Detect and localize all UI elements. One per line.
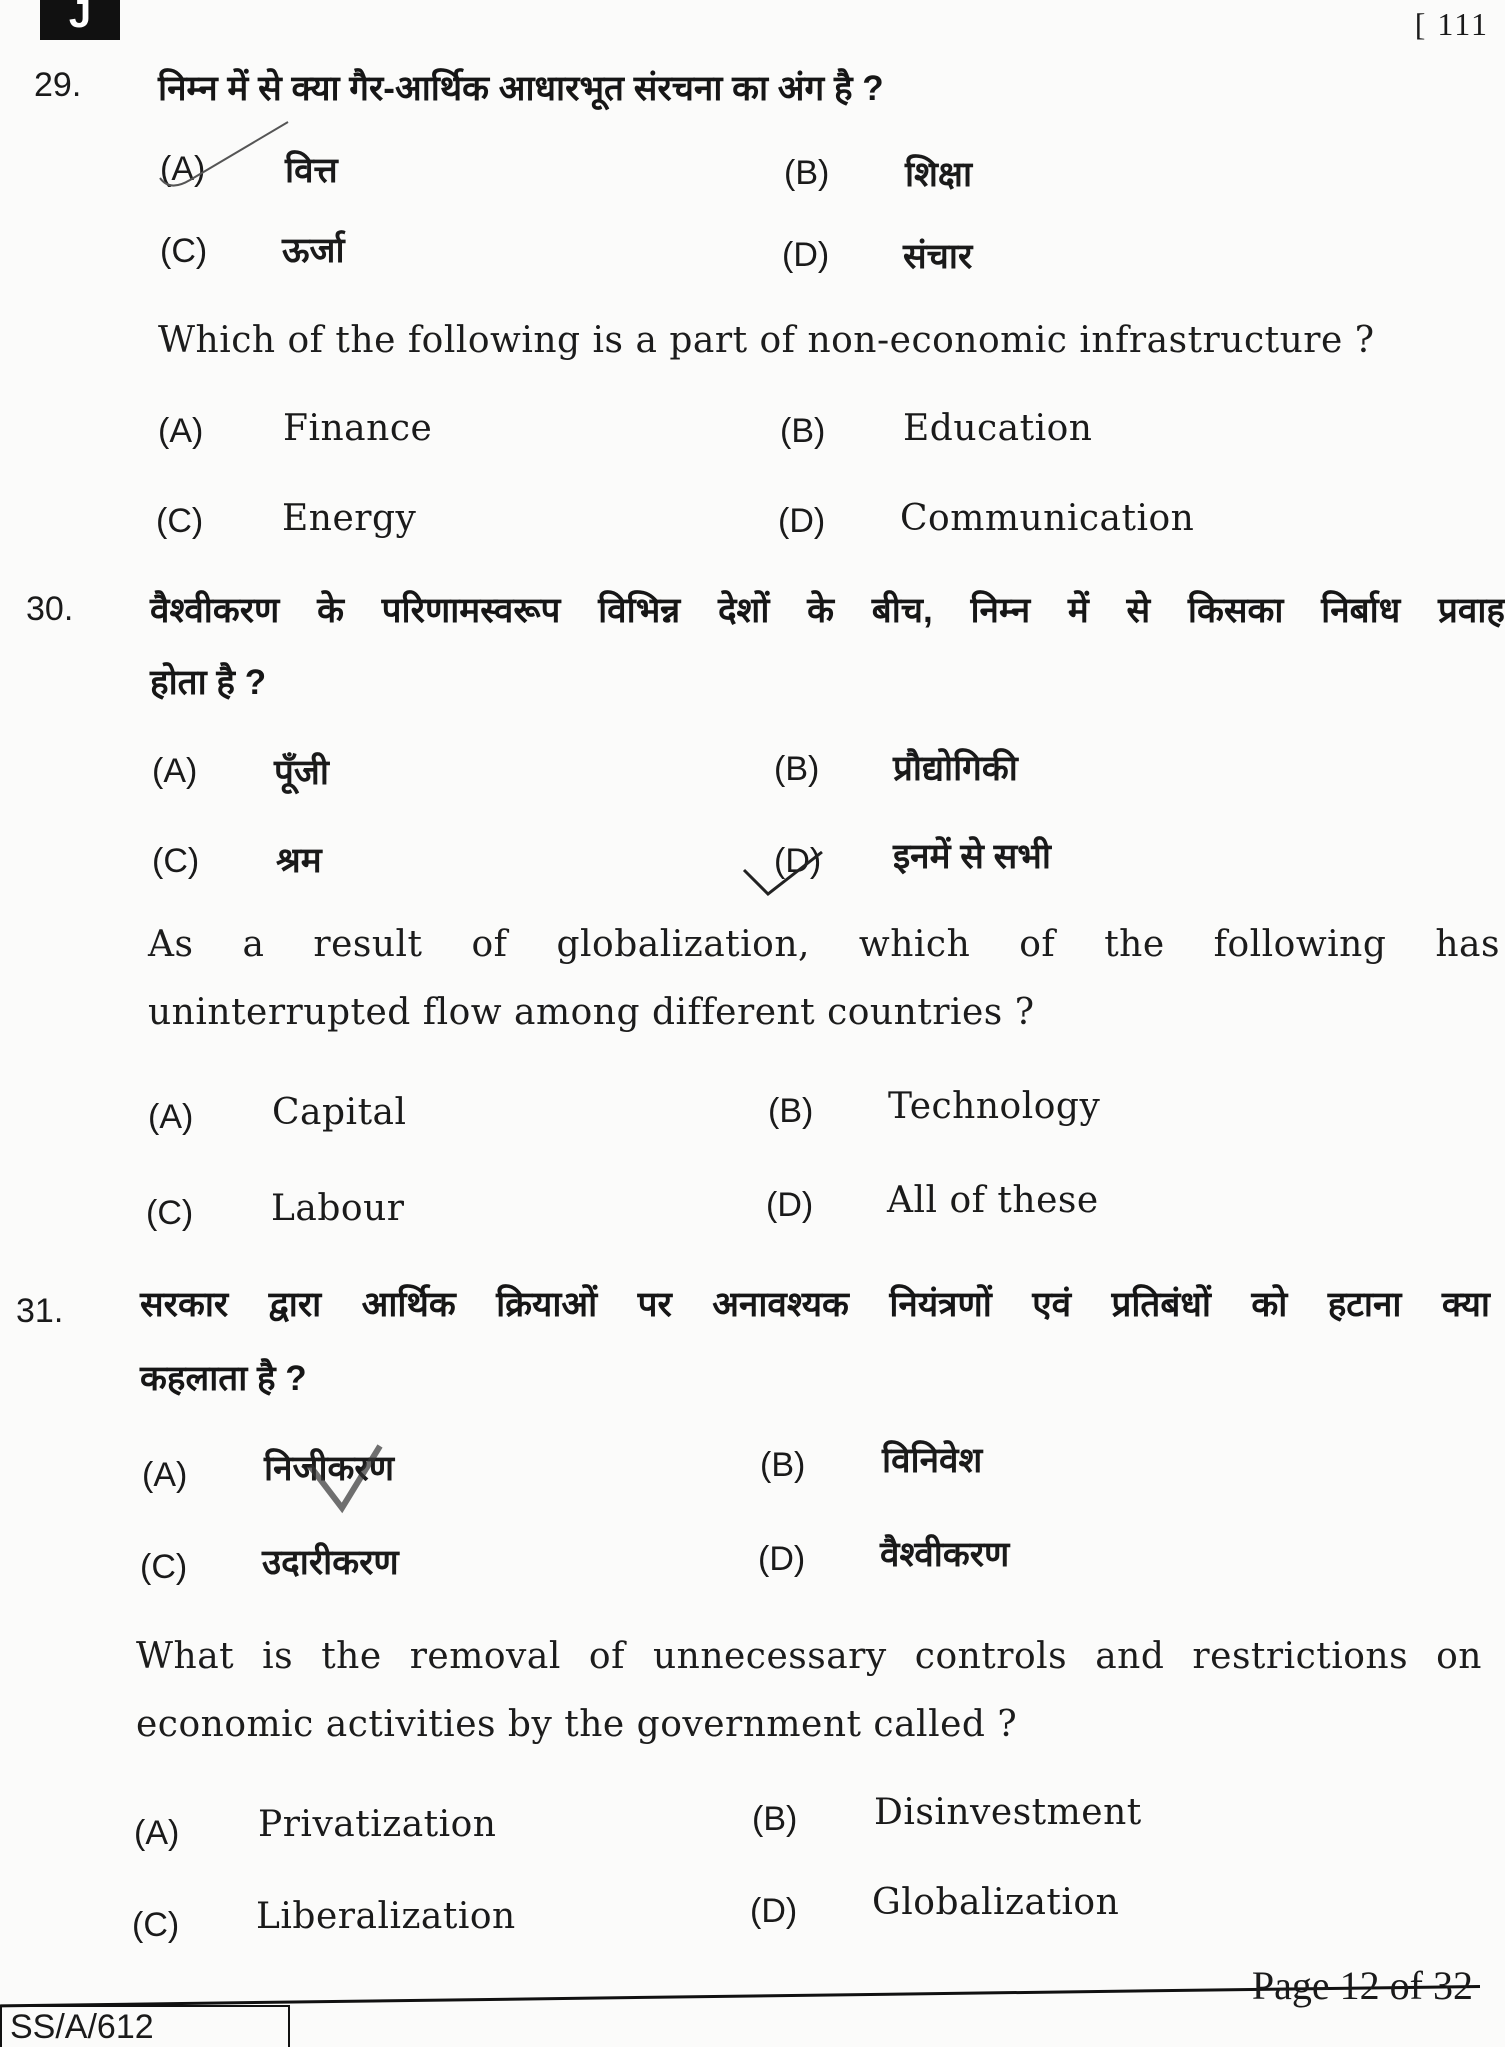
option-text-a-english: Capital xyxy=(272,1092,407,1133)
option-text-b-english: Disinvestment xyxy=(874,1792,1142,1833)
option-text-d-english: All of these xyxy=(887,1180,1099,1221)
option-label-b: (B) xyxy=(774,750,820,788)
question-text-english-line2: economic activities by the government called ? xyxy=(136,1704,1018,1745)
option-text-c-english: Labour xyxy=(271,1188,405,1229)
question-text-english-line1: As a result of globalization, which of the following has xyxy=(148,924,1500,965)
option-text-b-hindi: प्रौद्योगिकी xyxy=(893,749,1018,788)
option-label-b: (B) xyxy=(768,1092,814,1130)
option-text-a-hindi: वित्त xyxy=(285,151,338,190)
option-text-d-english: Communication xyxy=(900,498,1195,539)
option-text-d-english: Globalization xyxy=(872,1882,1120,1923)
option-label-a: (A) xyxy=(134,1814,180,1852)
option-text-c-english: Liberalization xyxy=(256,1896,516,1937)
question-text-hindi: निम्न में से क्या गैर-आर्थिक आधारभूत संरचना का अंग है ? xyxy=(158,69,884,108)
page-code: [ 111 xyxy=(1414,6,1489,42)
set-tag: J xyxy=(40,0,120,40)
option-label-b: (B) xyxy=(784,154,830,192)
question-number: 31. xyxy=(16,1292,64,1330)
option-text-a-english: Finance xyxy=(283,408,433,449)
question-number: 30. xyxy=(26,590,74,628)
option-text-c-hindi: उदारीकरण xyxy=(262,1543,399,1582)
option-label-b: (B) xyxy=(752,1800,798,1838)
option-label-a: (A) xyxy=(152,752,198,790)
paper-code: SS/A/612 xyxy=(0,2005,290,2047)
option-label-a: (A) xyxy=(148,1098,194,1136)
option-text-a-english: Privatization xyxy=(258,1804,497,1845)
option-text-b-english: Technology xyxy=(888,1086,1101,1127)
option-label-b: (B) xyxy=(760,1446,806,1484)
question-number: 29. xyxy=(34,66,82,104)
question-text-english-line2: uninterrupted flow among different countries ? xyxy=(148,992,1035,1033)
question-text-hindi-line1: वैश्वीकरण के परिणामस्वरूप विभिन्न देशों के बीच, निम्न में से किसका निर्बाध प्रवाह xyxy=(150,591,1505,630)
option-label-a: (A) xyxy=(158,412,204,450)
option-label-d: (D) xyxy=(750,1892,798,1930)
question-text-hindi-line2: कहलाता है ? xyxy=(140,1359,307,1398)
option-label-c: (C) xyxy=(160,232,208,270)
option-label-a: (A) xyxy=(160,150,206,188)
option-label-b: (B) xyxy=(780,412,826,450)
option-label-d: (D) xyxy=(758,1540,806,1578)
option-text-a-hindi: निजीकरण xyxy=(264,1449,395,1488)
option-label-a: (A) xyxy=(142,1456,188,1494)
option-text-b-hindi: शिक्षा xyxy=(905,155,973,194)
option-label-c: (C) xyxy=(156,502,204,540)
option-label-c: (C) xyxy=(146,1194,194,1232)
option-label-d: (D) xyxy=(782,236,830,274)
question-text-hindi-line2: होता है ? xyxy=(150,663,267,702)
option-text-c-hindi: श्रम xyxy=(276,841,322,880)
option-text-d-hindi: संचार xyxy=(903,237,973,276)
question-text-hindi-line1: सरकार द्वारा आर्थिक क्रियाओं पर अनावश्यक नियंत्रणों एवं प्रतिबंधों को हटाना क्या xyxy=(140,1285,1490,1324)
option-label-d: (D) xyxy=(766,1186,814,1224)
question-text-english: Which of the following is a part of non-economic infrastructure ? xyxy=(158,320,1375,361)
option-text-c-english: Energy xyxy=(282,498,417,539)
option-label-c: (C) xyxy=(152,842,200,880)
option-text-a-hindi: पूँजी xyxy=(274,753,329,792)
option-label-c: (C) xyxy=(140,1548,188,1586)
option-label-d: (D) xyxy=(778,502,826,540)
option-label-c: (C) xyxy=(132,1906,180,1944)
option-label-d: (D) xyxy=(774,842,822,880)
option-text-d-hindi: इनमें से सभी xyxy=(893,837,1051,876)
option-text-c-hindi: ऊर्जा xyxy=(282,231,345,270)
question-text-english-line1: What is the removal of unnecessary controls and restrictions on xyxy=(136,1636,1482,1677)
option-text-b-english: Education xyxy=(903,408,1093,449)
option-text-d-hindi: वैश्वीकरण xyxy=(880,1535,1010,1574)
page-number: Page 12 of 32 xyxy=(1251,1963,1473,2008)
option-text-b-hindi: विनिवेश xyxy=(882,1441,983,1480)
